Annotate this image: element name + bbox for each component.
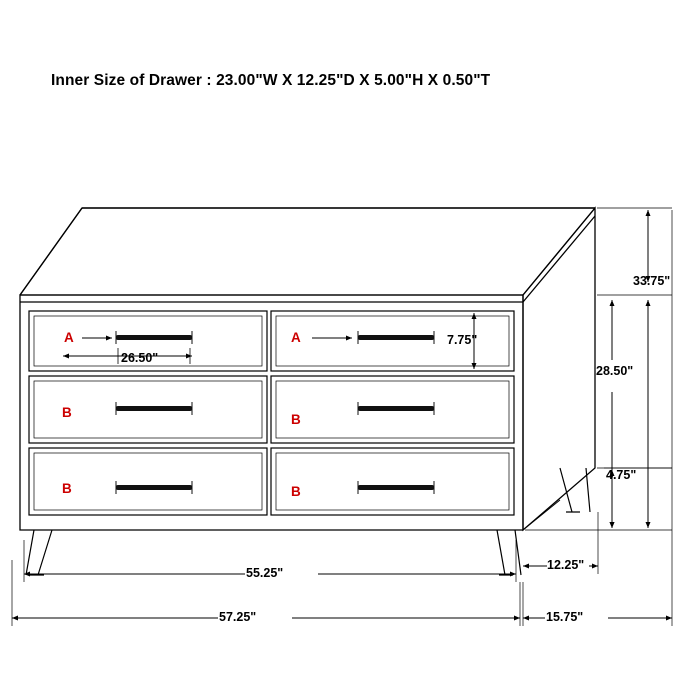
drawer-a-left-label: A bbox=[64, 330, 74, 345]
drawer-b-mid-left-label: B bbox=[62, 405, 72, 420]
legs bbox=[26, 468, 590, 575]
dim-cabinet-width: 55.25" bbox=[246, 566, 284, 580]
dim-drawer-front-width: 26.50" bbox=[121, 351, 159, 365]
drawer-a-right-label: A bbox=[291, 330, 301, 345]
drawer-b-bottom-right-label: B bbox=[291, 484, 301, 499]
dim-drawer-front-height: 7.75" bbox=[447, 333, 478, 347]
dim-overall-depth: 15.75" bbox=[546, 610, 584, 624]
dim-cabinet-height: 28.50" bbox=[596, 364, 634, 378]
drawer-handles bbox=[116, 335, 434, 490]
page-title: Inner Size of Drawer : 23.00"W X 12.25"D X 5.00"H X 0.50"T bbox=[51, 72, 491, 89]
dim-overall-width: 57.25" bbox=[219, 610, 257, 624]
dim-leg-height: 4.75" bbox=[606, 468, 637, 482]
dim-cabinet-depth: 12.25" bbox=[547, 558, 585, 572]
dim-overall-height: 33.75" bbox=[633, 274, 671, 288]
drawer-b-bottom-left-label: B bbox=[62, 481, 72, 496]
drawer-b-mid-right-label: B bbox=[291, 412, 301, 427]
drawer-fronts bbox=[29, 311, 514, 515]
